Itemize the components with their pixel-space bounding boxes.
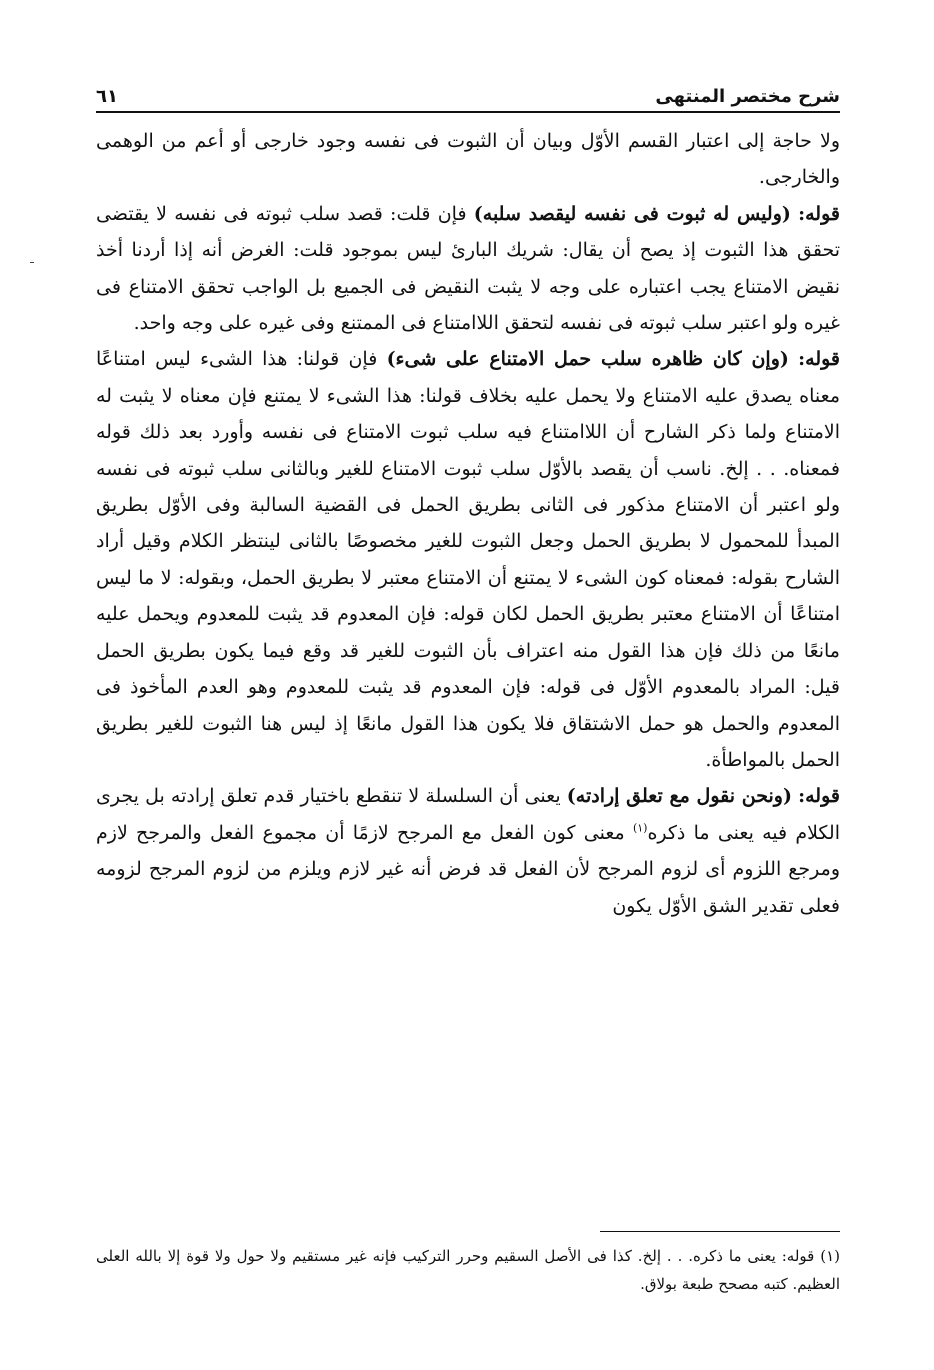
- paragraph-4: [96, 778, 840, 924]
- quoted-matn: (وليس له ثبوت فى نفسه ليقصد سلبه): [473, 202, 791, 225]
- footnote-divider: [600, 1231, 840, 1232]
- main-text: [96, 123, 840, 924]
- quoted-matn: (ونحن نقول مع تعلق إرادته): [566, 785, 792, 808]
- footnote: (١) قوله: يعنى ما ذكره. . . إلخ. كذا فى الأصل السقيم وحرر التركيب فإنه غير مستقيم ولا حول ولا قوة إلا بالله العلى العظيم. كتبه مصحح طبعة بولاق.: [96, 1247, 840, 1293]
- running-title: شرح مختصر المنتهى: [655, 86, 840, 107]
- paragraph-text: فإن قلت: قصد سلب ثبوته فى نفسه لا يقتضى تحقق هذا الثبوت إذ يصح أن يقال: شريك البارئ ليس بموجود قلت: الغرض أنه إذا أردنا أخذ نقيض الامتناع يجب اعتباره على وجه لا يثبت النقيض فى الجميع بل الواجب تحقق الامتناع فى غيره ولو اعتبر سلب ثبوته فى نفسه لتحقق اللاامتناع فى الممتنع وفى غيره على وجه واحد.: [96, 202, 840, 335]
- commentary-label: قوله:: [798, 785, 840, 808]
- paragraph-2: [96, 196, 840, 342]
- paragraph-1: ولا حاجة إلى اعتبار القسم الأوّل وبيان أن الثبوت فى نفسه وجود خارجى أو أعم من الوهمى والخارجى.: [96, 130, 840, 189]
- page-number: ٦١: [96, 86, 118, 107]
- paragraph-text: يعنى أن السلسلة لا تنقطع باختيار قدم تعلق إرادته بل يجرى الكلام فيه يعنى ما ذكره: [96, 785, 840, 844]
- commentary-label: قوله:: [798, 348, 841, 371]
- paragraph-3: [96, 341, 840, 778]
- margin-mark: [30, 262, 34, 263]
- paragraph-text-continued: معنى كون الفعل مع المرجح لازمًا أن مجموع الفعل والمرجح لازم ومرجع اللزوم أى لزوم المرجح لأن الفعل قد فرض أنه غير لازم ويلزم من لزوم المرجح لزومه فعلى تقدير الشق الأوّل يكون: [96, 821, 840, 917]
- footnote-reference: (١): [632, 821, 648, 835]
- paragraph-text: فإن قولنا: هذا الشىء ليس امتناعًا معناه يصدق عليه الامتناع ولا يحمل عليه بخلاف قولنا: هذا الشىء لا يمتنع فإن معناه لا يثبت له الامتناع ولما ذكر الشارح أن اللاامتناع فيه سلب ثبوت الامتناع فى نفسه وأورد بعد ذلك قوله فمعناه. . . إلخ. ناسب أن يقصد بالأوّل سلب ثبوت الامتناع للغير وبالثانى سلب ثبوته فى نفسه ولو اعتبر أن الامتناع مذكور فى الثانى بطريق الحمل فى القضية السالبة وفى الأوّل بطريق المبدأ للمحمول لا بطريق الحمل وجعل الثبوت للغير مخصوصًا بالثانى لينتظر الكلام وقيل أراد الشارح بقوله: فمعناه كون الشىء لا يمتنع أن الامتناع معتبر لا بطريق الحمل، وبقوله: لا ما ليس امتناعًا أن الامتناع معتبر بطريق الحمل لكان قوله: فإن المعدوم قد يثبت للمعدوم ويحمل عليه مانعًا من ذلك فإن هذا القول منه اعتراف بأن الثبوت للغير قد وقع فيما يكون بطريق الحمل قيل: المراد بالمعدوم الأوّل فى قوله: فإن المعدوم قد يثبت للمعدوم وهو العدم المأخوذ فى المعدوم والحمل هو حمل الاشتقاق فلا يكون هذا القول مانعًا إذ ليس هنا الثبوت للغير بطريق الحمل بالمواطأة.: [96, 348, 840, 771]
- document-page: [96, 70, 840, 1330]
- running-header: [96, 70, 840, 113]
- commentary-label: قوله:: [798, 202, 840, 225]
- quoted-matn: (وإن كان ظاهره سلب حمل الامتناع على شىء): [386, 348, 789, 371]
